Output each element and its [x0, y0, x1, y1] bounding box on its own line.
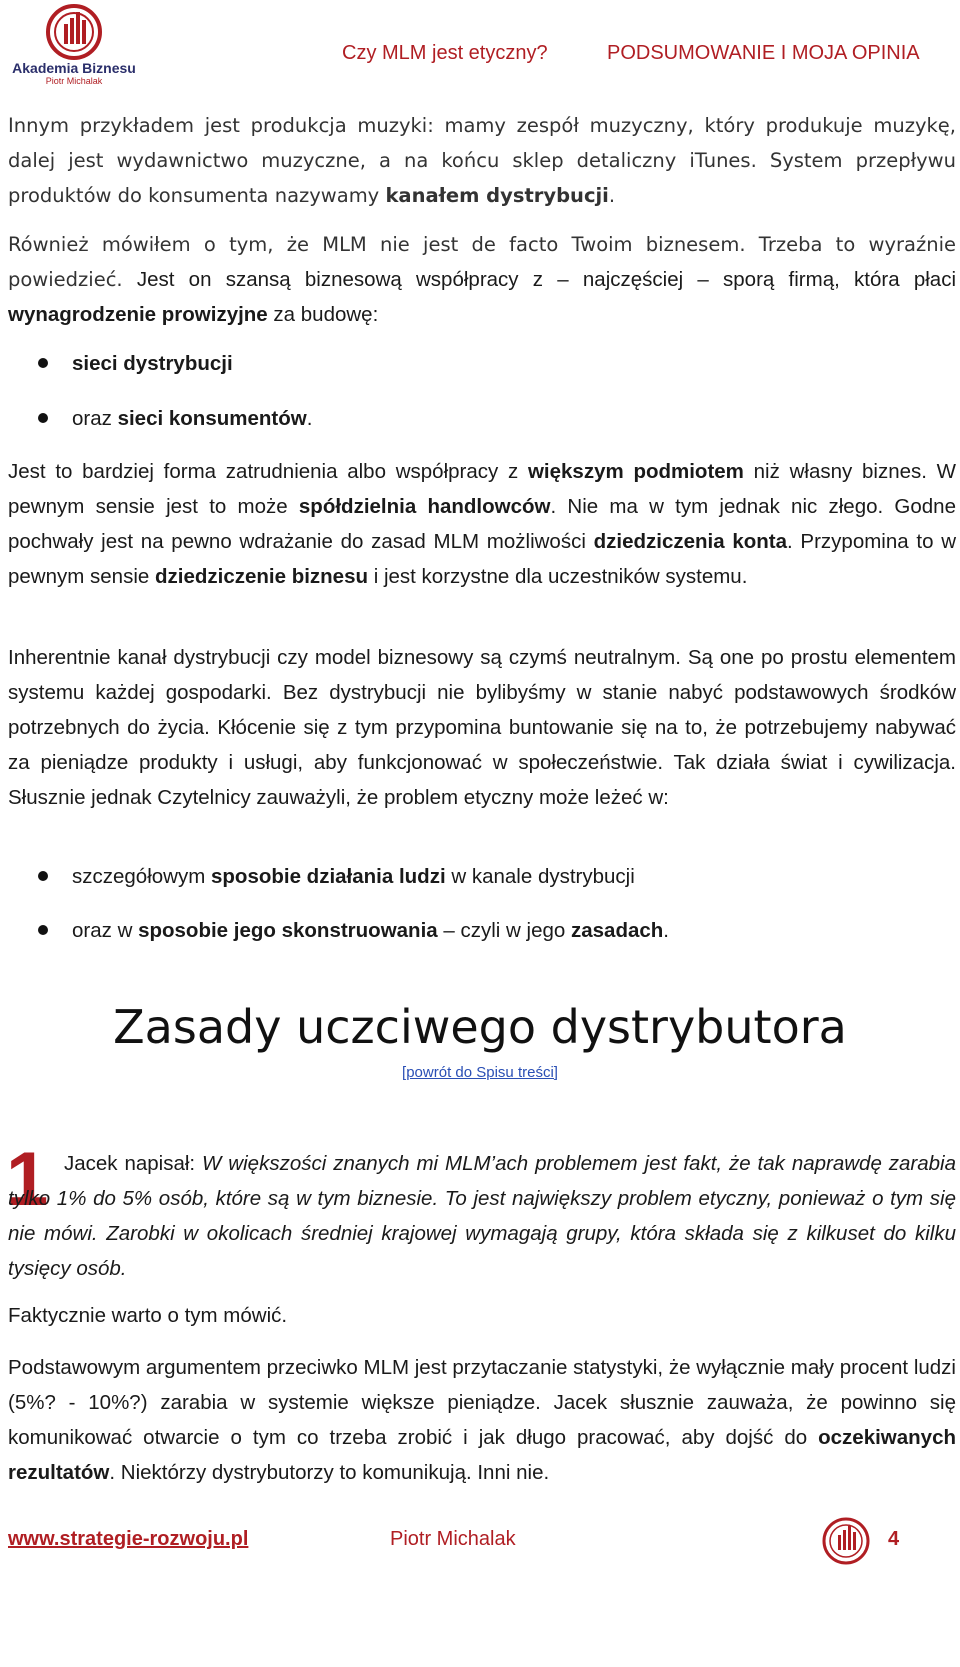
- quote: W większości znanych mi MLM’ach problemem jest fakt, że tak naprawdę zarabia tylko 1% do 5% osób, które są w tym biznesie. To jest największy problem etyczny, ponieważ o tym się nie mówi. Zarobki w okolicach średniej krajowej wymagają grupy, która składa się z kilkuset do kilku tysięcy osób.: [8, 1152, 957, 1280]
- list-item: [38, 401, 312, 436]
- footer-author: Piotr Michalak: [390, 1528, 516, 1550]
- footer-logo-icon: [820, 1515, 872, 1567]
- list-item: [38, 913, 669, 948]
- academy-logo: [4, 2, 144, 88]
- text: Innym przykładem jest produkcja muzyki: mamy zespół muzyczny, który produkuje muzykę, dalej jest wydawnictwo muzyczne, a na końcu sklep detaliczny iTunes. System przepływu produktów do konsumenta nazywamy: [8, 114, 956, 207]
- bold-term: większym podmiotem: [527, 460, 744, 483]
- bullet-icon: [38, 925, 48, 935]
- list-item: [38, 859, 635, 894]
- text: . Nie ma w tym jednak nic złego. Godne pochwały jest na pewno wdrażanie do zasad MLM możliwości: [8, 495, 956, 553]
- logo-emblem-icon: [4, 2, 144, 62]
- text: . Niektórzy dystrybutorzy to komunikują. Inni nie.: [109, 1461, 550, 1484]
- bold-term: sposobie działania ludzi: [211, 865, 446, 888]
- text: – czyli w jego: [437, 919, 571, 942]
- paragraph-2: [8, 227, 956, 332]
- text: Jacek napisał:: [64, 1152, 203, 1175]
- bold-term: wynagrodzenie prowizyjne: [8, 303, 268, 326]
- paragraph-3: [8, 454, 956, 594]
- text: Również mówiłem o tym, że MLM nie jest de facto Twoim biznesem. Trzeba to wyraźnie powiedzieć.: [8, 233, 956, 291]
- bullet-icon: [38, 358, 48, 368]
- bold-term: sposobie jego skonstruowania: [138, 919, 438, 942]
- text: szczegółowym: [72, 865, 211, 888]
- bold-term: oczekiwanych rezultatów: [8, 1426, 956, 1484]
- back-to-toc-link[interactable]: [powrót do Spisu treści]: [402, 1064, 558, 1081]
- paragraph-4: Inherentnie kanał dystrybucji czy model biznesowy są czymś neutralnym. Są one po prostu elementem systemu każdej gospodarki. Bez dystrybucji nie bylibyśmy w stanie nabyć podstawowych środków potrzebnych do życia. Kłócenie się z tym przypomina buntowanie się na to, że potrzebujemy nabywać za pieniądze produkty i usługi, aby funkcjonować w społeczeństwie. Tak działa świat i cywilizacja. Słusznie jednak Czytelnicy zauważyli, że problem etyczny może leżeć w:: [8, 646, 956, 809]
- text: za budowę:: [267, 303, 379, 326]
- bold-term: sieci konsumentów: [117, 407, 307, 430]
- text: . Przypomina to w pewnym sensie: [8, 530, 956, 588]
- text: i jest korzystne dla uczestników systemu.: [368, 565, 748, 588]
- list-item: [38, 346, 233, 381]
- text: .: [306, 407, 313, 430]
- logo-name: Akademia Biznesu: [12, 60, 136, 76]
- bold-term: kanałem dystrybucji: [385, 184, 609, 207]
- text: Podstawowym argumentem przeciwko MLM jest przytaczanie statystyki, że wyłącznie mały procent ludzi (5%? - 10%?) zarabia w systemie większe pieniądze. Jacek słusznie zauważa, że powinno się komunikować otwarcie o tym co trzeba zrobić i jak długo pracować, aby dojść do: [8, 1356, 956, 1449]
- bold-term: spółdzielnia handlowców: [298, 495, 551, 518]
- section-heading: Zasady uczciwego dystrybutora: [113, 1000, 847, 1054]
- text: oraz w: [72, 919, 139, 942]
- text: w kanale dystrybucji: [445, 865, 635, 888]
- logo-subtitle: Piotr Michalak: [45, 76, 103, 86]
- point-1-paragraph: [8, 1146, 956, 1286]
- header-title: Czy MLM jest etyczny?: [342, 42, 548, 64]
- bold-term: dziedziczenia konta: [593, 530, 788, 553]
- bullet-icon: [38, 871, 48, 881]
- text: niż własny biznes. W pewnym sensie jest to może: [8, 460, 957, 518]
- text: .: [663, 919, 669, 942]
- paragraph-6: [8, 1350, 956, 1490]
- text: .: [608, 184, 616, 207]
- text: oraz: [72, 407, 118, 430]
- bold-term: zasadach: [570, 919, 664, 942]
- bullet-icon: [38, 413, 48, 423]
- paragraph-5: Faktycznie warto o tym mówić.: [8, 1304, 288, 1327]
- toc-link-wrapper: [0, 1064, 960, 1081]
- page-number: 4: [888, 1528, 900, 1550]
- bold-term: sieci dystrybucji: [72, 352, 233, 375]
- paragraph-1: [8, 108, 956, 213]
- text: Jest on szansą biznesową współpracy z – najczęściej – sporą firmą, która płaci: [122, 268, 956, 291]
- drop-number: 1: [6, 1137, 49, 1222]
- bold-term: dziedziczenie biznesu: [154, 565, 369, 588]
- footer-website-link[interactable]: www.strategie-rozwoju.pl: [8, 1528, 249, 1550]
- text: Jest to bardziej forma zatrudnienia albo współpracy z: [8, 460, 528, 483]
- header-section: PODSUMOWANIE I MOJA OPINIA: [607, 42, 920, 64]
